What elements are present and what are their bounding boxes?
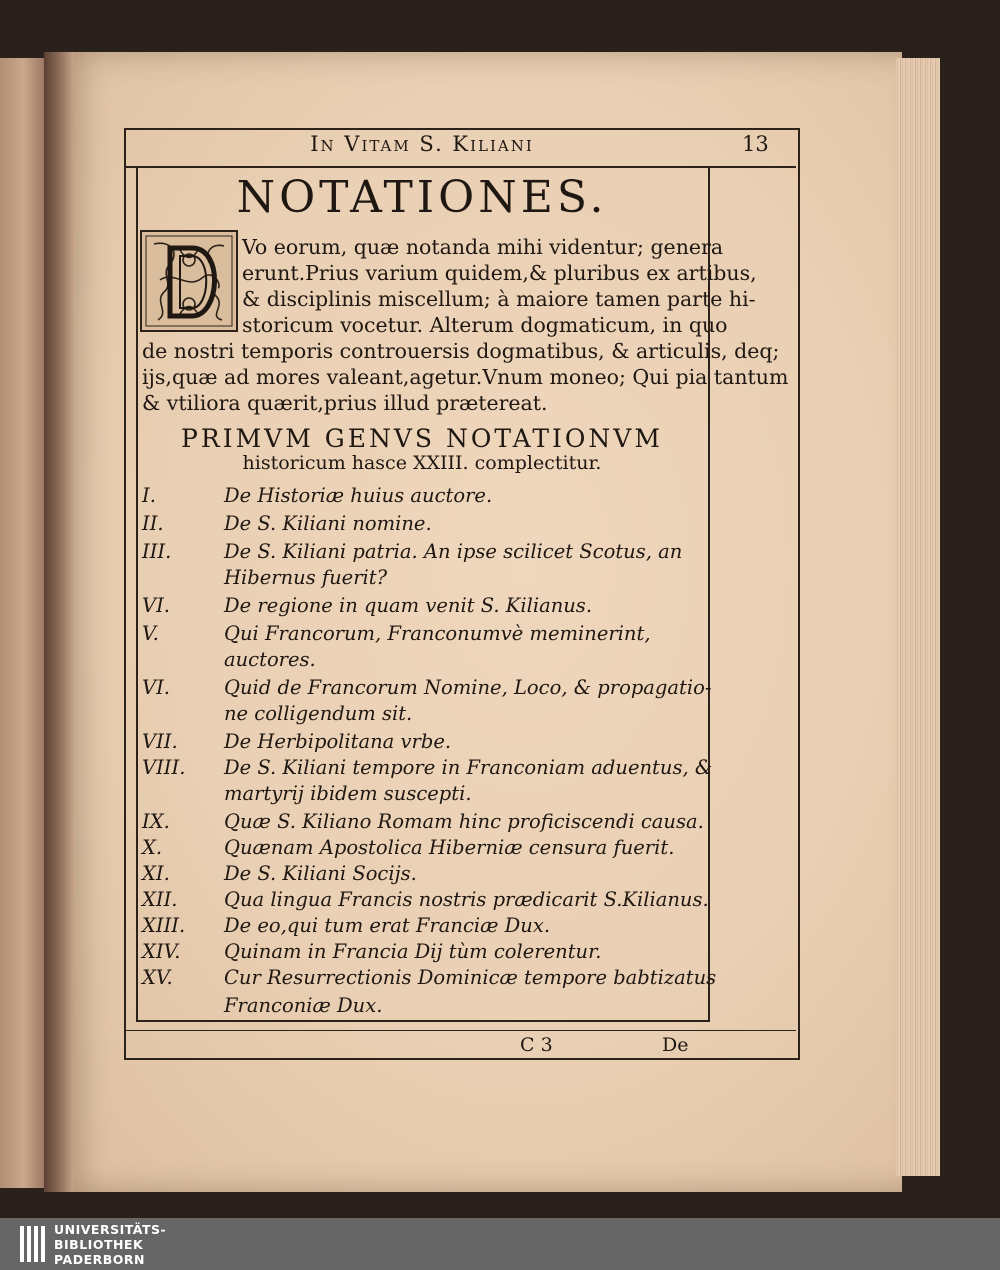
item-text: De S. Kiliani Socijs.: [224, 862, 417, 885]
item-text: Qui Francorum, Franconumvè meminerint,: [224, 622, 651, 645]
page-title: NOTATIONES.: [236, 172, 608, 223]
list-item: [142, 540, 706, 566]
list-item: [142, 862, 706, 888]
paragraph-line: & disciplinis miscellum; à maiore tamen parte hi-: [242, 287, 756, 311]
section-heading: PRIMVM GENVS NOTATIONVM: [181, 424, 663, 453]
item-continuation: auctores.: [224, 648, 316, 671]
item-text: Quinam in Francia Dij tùm colerentur.: [224, 940, 602, 963]
item-text: De Herbipolitana vrbe.: [224, 730, 452, 753]
paragraph-line: de nostri temporis controuersis dogmatibus, & articulis, deq;: [142, 339, 780, 363]
item-text: De Historiæ huius auctore.: [224, 484, 493, 507]
item-number: X.: [142, 836, 163, 859]
library-logo-icon: [18, 1224, 48, 1264]
decorated-initial-d-icon: [140, 230, 238, 332]
list-item: [142, 836, 706, 862]
running-head: In Vitam S. Kiliani: [310, 132, 534, 156]
gutter-shadow: [44, 52, 74, 1192]
list-item: [142, 810, 706, 836]
item-number: I.: [142, 484, 156, 507]
item-text: Quænam Apostolica Hiberniæ censura fuerit.: [224, 836, 675, 859]
item-continuation: ne colligendum sit.: [224, 702, 413, 725]
page-edges: [896, 58, 940, 1176]
item-number: VIII.: [142, 756, 186, 779]
list-item: [142, 622, 706, 648]
item-number: XII.: [142, 888, 178, 911]
item-number: III.: [142, 540, 172, 563]
item-continuation: martyrij ibidem suscepti.: [224, 782, 472, 805]
catchword: De: [662, 1034, 689, 1056]
list-item: [142, 676, 712, 702]
footer-logo-line: BIBLIOTHEK: [54, 1237, 144, 1252]
paragraph-line: ijs,quæ ad mores valeant,agetur.Vnum moneo; Qui pia tantum: [142, 365, 789, 389]
item-number: XIV.: [142, 940, 181, 963]
item-text: Cur Resurrectionis Dominicæ tempore babtizatus: [224, 966, 717, 989]
item-number: VI.: [142, 594, 170, 617]
item-number: VII.: [142, 730, 178, 753]
list-item: [142, 730, 706, 756]
item-text: De eo,qui tum erat Franciæ Dux.: [224, 914, 551, 937]
item-text: Qua lingua Francis nostris prædicarit S.Kilianus.: [224, 888, 709, 911]
item-continuation: Hibernus fuerit?: [224, 566, 388, 589]
item-number: II.: [142, 512, 164, 535]
list-item: [142, 940, 706, 966]
paragraph-line: & vtiliora quærit,prius illud prætereat.: [142, 391, 548, 415]
item-text: De S. Kiliani patria. An ipse scilicet Scotus, an: [224, 540, 683, 563]
item-text: De S. Kiliani nomine.: [224, 512, 432, 535]
page-number: 13: [742, 132, 769, 156]
list-item: [142, 888, 709, 914]
footer-logo-line: PADERBORN: [54, 1252, 145, 1267]
item-text: Quæ S. Kiliano Romam hinc proficiscendi causa.: [224, 810, 704, 833]
list-item: [142, 512, 706, 538]
item-number: IX.: [142, 810, 170, 833]
section-subheading: historicum hasce XXIII. complectitur.: [242, 452, 602, 474]
item-text: Quid de Francorum Nomine, Loco, & propagatio-: [224, 676, 712, 699]
paragraph-line: storicum vocetur. Alterum dogmaticum, in quo: [242, 313, 728, 337]
paragraph-line: Vo eorum, quæ notanda mihi videntur; genera: [242, 235, 724, 259]
list-item: [142, 914, 706, 940]
list-item: [142, 966, 717, 992]
footer-logo-line: UNIVERSITÄTS-: [54, 1222, 167, 1237]
bottom-rule: [124, 1030, 796, 1031]
paragraph-line: erunt.Prius varium quidem,& pluribus ex artibus,: [242, 261, 757, 285]
item-number: XIII.: [142, 914, 186, 937]
item-number: XI.: [142, 862, 170, 885]
item-number: XV.: [142, 966, 173, 989]
item-text: De S. Kiliani tempore in Franconiam aduentus, &: [224, 756, 713, 779]
list-item: [142, 756, 713, 782]
signature-mark: C 3: [520, 1034, 553, 1056]
item-number: VI.: [142, 676, 170, 699]
item-continuation: Franconiæ Dux.: [224, 994, 383, 1017]
list-item: [142, 484, 706, 510]
list-item: [142, 594, 706, 620]
item-number: V.: [142, 622, 159, 645]
item-text: De regione in quam venit S. Kilianus.: [224, 594, 593, 617]
